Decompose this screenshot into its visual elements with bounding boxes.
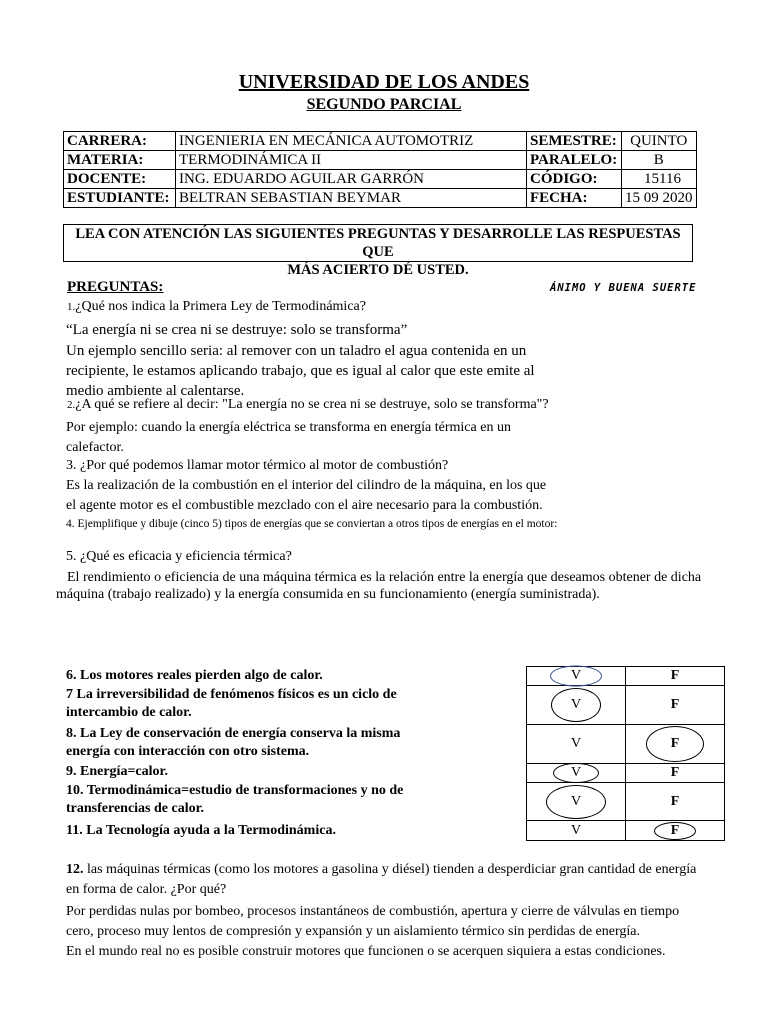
- question-number: 2.: [67, 399, 76, 411]
- answer-line: recipiente, le estamos aplicando trabajo, que es igual al calor que este emite al: [66, 363, 535, 379]
- instructions-line: LEA CON ATENCIÓN LAS SIGUIENTES PREGUNTAS Y DESARROLLE LAS RESPUESTAS QUE: [75, 226, 681, 260]
- question-line: en forma de calor. ¿Por qué?: [66, 882, 227, 897]
- statement-line: intercambio de calor.: [66, 705, 192, 720]
- answer-1: [66, 341, 666, 401]
- code-value: 15116: [622, 170, 697, 189]
- false-mark: F: [670, 736, 680, 751]
- false-cell[interactable]: [626, 821, 725, 841]
- false-cell[interactable]: [626, 725, 725, 764]
- false-cell[interactable]: [626, 686, 725, 725]
- table-row: [64, 132, 697, 151]
- answer-12-conclusion: En el mundo real no es posible construir motores que funcionen o se acerquen siquiera a estas condiciones.: [66, 944, 666, 959]
- teacher-label: DOCENTE:: [64, 170, 176, 189]
- semester-value: QUINTO: [622, 132, 697, 151]
- tf-statement-10: [66, 782, 403, 818]
- true-mark: V: [570, 765, 582, 780]
- true-false-grid: [526, 666, 725, 841]
- false-cell[interactable]: [626, 783, 725, 821]
- table-row: [64, 189, 697, 208]
- table-row: [527, 764, 725, 783]
- true-mark: V: [570, 697, 582, 712]
- student-label: ESTUDIANTE:: [64, 189, 176, 208]
- instructions-line: MÁS ACIERTO DÉ USTED.: [287, 262, 469, 278]
- parallel-label: PARALELO:: [527, 151, 622, 170]
- question-line: [66, 860, 746, 880]
- questions-heading: PREGUNTAS:: [67, 279, 164, 295]
- question-number: 1.: [67, 301, 76, 313]
- true-cell[interactable]: [527, 764, 626, 783]
- answer-line: Por ejemplo: cuando la energía eléctrica se transforma en energía térmica en un: [66, 420, 511, 435]
- semester-label: SEMESTRE:: [527, 132, 622, 151]
- tf-statement-11: 11. La Tecnología ayuda a la Termodinámica.: [66, 823, 336, 838]
- answer-line: medio ambiente al calentarse.: [66, 383, 245, 399]
- true-cell[interactable]: [527, 686, 626, 725]
- selection-circle: [551, 688, 601, 722]
- false-mark: F: [670, 822, 680, 838]
- statement-line: 8. La Ley de conservación de energía conserva la misma: [66, 726, 401, 741]
- question-12: [66, 860, 746, 900]
- true-mark: V: [570, 822, 582, 838]
- answer-3: [66, 476, 546, 516]
- selection-circle: [550, 666, 602, 687]
- answer-line: Es la realización de la combustión en el interior del cilindro de la máquina, en los que: [66, 478, 547, 493]
- answer-line: Por perdidas nulas por bombeo, procesos instantáneos de combustión, apertura y cierre de válvulas en tiempo: [66, 904, 680, 919]
- selection-circle: [646, 726, 704, 762]
- true-cell[interactable]: [527, 821, 626, 841]
- answer-12: [66, 902, 756, 942]
- answer-line: calefactor.: [66, 440, 124, 455]
- exam-subtitle: SEGUNDO PARCIAL: [306, 96, 462, 113]
- subject-value: TERMODINÁMICA II: [176, 151, 527, 170]
- answer-1-quote: “La energía ni se crea ni se destruye: solo se transforma”: [66, 322, 408, 338]
- question-text: ¿A qué se refiere al decir: "La energía no se crea ni se destruye, solo se transforma"?: [75, 397, 549, 412]
- question-text: las máquinas térmicas (como los motores a gasolina y diésel) tienden a desperdiciar gran cantidad de energía: [83, 862, 697, 877]
- false-mark: F: [670, 765, 680, 780]
- answer-line: cero, proceso muy lentos de compresión y expansión y un aislamiento térmico sin perdidas de energía.: [66, 924, 640, 939]
- tf-statement-7: [66, 686, 397, 722]
- false-cell[interactable]: [626, 667, 725, 686]
- selection-circle: [654, 822, 696, 840]
- table-row: [527, 725, 725, 764]
- false-mark: F: [670, 793, 680, 809]
- true-cell[interactable]: [527, 667, 626, 686]
- table-row: [64, 170, 697, 189]
- question-2: [67, 397, 549, 413]
- selection-circle: [546, 785, 606, 819]
- answer-2: [66, 418, 511, 458]
- table-row: [64, 151, 697, 170]
- question-4: 4. Ejemplifique y dibuje (cinco 5) tipos de energías que se conviertan a otros tipos de energías en el motor:: [66, 518, 558, 530]
- table-row: [527, 783, 725, 821]
- statement-line: 10. Termodinámica=estudio de transformaciones y no de: [66, 783, 404, 798]
- answer-line: Un ejemplo sencillo seria: al remover con un taladro el agua contenida en un: [66, 343, 527, 359]
- true-cell[interactable]: [527, 725, 626, 764]
- question-text: ¿Qué nos indica la Primera Ley de Termodinámica?: [75, 299, 366, 314]
- answer-5-line: máquina (trabajo realizado) y la energía consumida en su funcionamiento (energía suministrada).: [56, 587, 600, 602]
- true-cell[interactable]: [527, 783, 626, 821]
- student-info-table: [63, 131, 697, 208]
- question-3: 3. ¿Por qué podemos llamar motor térmico al motor de combustión?: [66, 458, 449, 473]
- subject-label: MATERIA:: [64, 151, 176, 170]
- university-title: UNIVERSIDAD DE LOS ANDES: [238, 71, 530, 93]
- date-value: 15 09 2020: [622, 189, 697, 208]
- statement-line: energía con interacción con otro sistema.: [66, 744, 310, 759]
- tf-statement-9: 9. Energía=calor.: [66, 764, 168, 779]
- good-luck-note: ÁNIMO Y BUENA SUERTE: [550, 282, 697, 294]
- answer-5-line: El rendimiento o eficiencia de una máquina térmica es la relación entre la energía que deseamos obtener de dicha: [67, 570, 702, 585]
- true-mark: V: [570, 736, 582, 751]
- statement-line: 7 La irreversibilidad de fenómenos físicos es un ciclo de: [66, 687, 397, 702]
- table-row: [527, 686, 725, 725]
- question-1: [67, 299, 366, 315]
- student-value: BELTRAN SEBASTIAN BEYMAR: [176, 189, 527, 208]
- true-mark: V: [570, 793, 582, 809]
- career-value: INGENIERIA EN MECÁNICA AUTOMOTRIZ: [176, 132, 527, 151]
- tf-statement-6: 6. Los motores reales pierden algo de calor.: [66, 668, 323, 683]
- answer-line: el agente motor es el combustible mezclado con el aire necesario para la combustión.: [66, 498, 543, 513]
- career-label: CARRERA:: [64, 132, 176, 151]
- date-label: FECHA:: [527, 189, 622, 208]
- true-mark: V: [570, 668, 582, 683]
- tf-statement-8: [66, 725, 400, 761]
- false-mark: F: [670, 697, 680, 712]
- false-cell[interactable]: [626, 764, 725, 783]
- table-row: [527, 667, 725, 686]
- selection-circle: [553, 763, 599, 783]
- teacher-value: ING. EDUARDO AGUILAR GARRÓN: [176, 170, 527, 189]
- question-5: 5. ¿Qué es eficacia y eficiencia térmica?: [66, 549, 292, 564]
- instructions-box: [63, 224, 693, 278]
- statement-line: transferencias de calor.: [66, 801, 205, 816]
- table-row: [527, 821, 725, 841]
- question-number: 12.: [66, 862, 84, 877]
- false-mark: F: [670, 668, 680, 683]
- code-label: CÓDIGO:: [527, 170, 622, 189]
- parallel-value: B: [622, 151, 697, 170]
